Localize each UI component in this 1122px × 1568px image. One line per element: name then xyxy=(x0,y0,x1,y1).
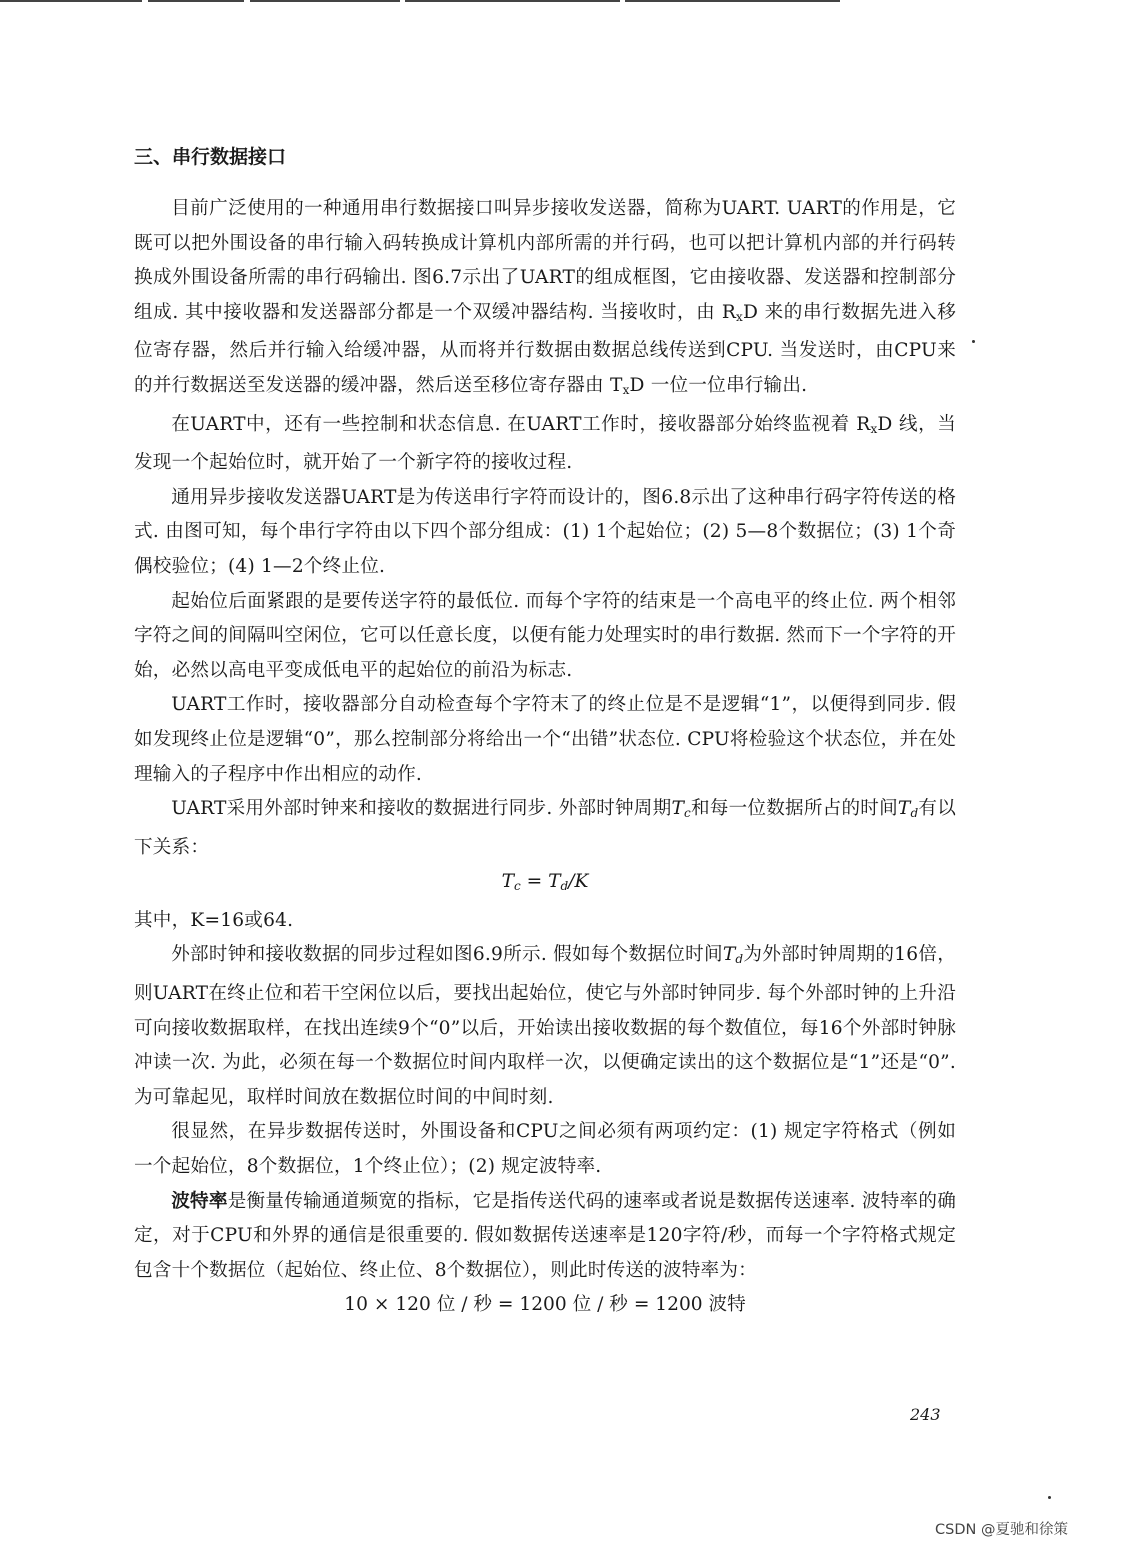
text-span: 有以下关系： xyxy=(134,798,956,858)
document-body xyxy=(134,140,956,1323)
signal-txd: $T_xD$ xyxy=(603,374,651,397)
paragraph-k-values: 其中，K=16或64. xyxy=(134,909,294,931)
text-span: 来的串行数据先进入移位寄存器，然后并行输入给缓冲器，从而将并行数据由数据总线传送到CPU. 当发送时，由CPU来的并行数据送至发送器的缓冲器，然后送至移位寄存器由 xyxy=(134,301,957,396)
symbol-tc: $T_c$ xyxy=(671,798,691,821)
paragraph-clock-sync xyxy=(134,792,956,865)
paragraph-agreements: 很显然，在异步数据传送时，外围设备和CPU之间必须有两项约定：(1) 规定字符格式（例如一个起始位，8个数据位，1个终止位）；(2) 规定波特率. xyxy=(134,1121,956,1178)
watermark: CSDN @夏驰和徐策 xyxy=(935,1522,1068,1538)
paragraph-baud-rate xyxy=(134,1185,956,1289)
scan-edge-line xyxy=(0,0,142,2)
text-span: 是衡量传输通道频宽的指标，它是指传送代码的速率或者说是数据传送速率. 波特率的确定，对于CPU和外界的通信是很重要的. 假如数据传送速率是120字符/秒，而每一个字符格式规定包含十个数据位（起始位、终止位、8个数据位），则此时传送的波特率为： xyxy=(134,1190,956,1281)
scan-edge-line xyxy=(405,0,620,2)
signal-rxd: $R_xD$ xyxy=(715,301,765,324)
formula-baud-calc: 10 × 120 位 / 秒 = 1200 位 / 秒 = 1200 波特 xyxy=(344,1294,746,1316)
scan-speck xyxy=(972,340,975,343)
text-span: 和每一位数据所占的时间 xyxy=(690,798,898,820)
text-span: 一位一位串行输出. xyxy=(650,374,808,396)
term-baud-rate: 波特率 xyxy=(171,1190,228,1212)
text-span: 目前广泛使用的一种通用串行数据接口叫异步接收发送器，简称为UART. UART的作用是，它既可以把外围设备的串行输入码转换成计算机内部所需的并行码，也可以把计算机内部的并行码转换成外围设备所需的串行码输出. 图6.7示出了UART的组成框图，它由接收器、发送器和控制部分组成. 其中接收器和发送器部分都是一个双缓冲器结构. 当接收时，由 xyxy=(134,198,956,323)
page-number: 243 xyxy=(910,1405,941,1424)
scan-edge-line xyxy=(250,0,400,2)
symbol-td: $T_d$ xyxy=(897,798,919,821)
symbol-td: $T_d$ xyxy=(722,944,744,967)
scan-speck xyxy=(1048,1496,1051,1499)
paragraph-sync-process xyxy=(134,938,956,1115)
paragraph-control-status xyxy=(134,408,956,481)
scan-edge-line xyxy=(148,0,244,2)
paragraph-char-format: 通用异步接收发送器UART是为传送串行字符而设计的，图6.8示出了这种串行码字符传送的格式. 由图可知，每个串行字符由以下四个部分组成：(1) 1个起始位；(2) 5—8个数据位；(3) 1个奇偶校验位；(4) 1—2个终止位. xyxy=(134,486,956,577)
paragraph-stop-bit-check: UART工作时，接收器部分自动检查每个字符末了的终止位是不是逻辑“1”，以便得到同步. 假如发现终止位是逻辑“0”，那么控制部分将给出一个“出错”状态位. CPU将检验这个状态位，并在处理输入的子程序中作出相应的动作. xyxy=(134,694,956,785)
section-heading: 三、串行数据接口 xyxy=(134,146,287,168)
text-span: 为外部时钟周期的16倍，则UART在终止位和若干空闲位以后，要找出起始位，使它与外部时钟同步. 每个外部时钟的上升沿可向接收数据取样，在找出连续9个“0”以后，开始读出接收数据的每个数值位，每16个外部时钟脉冲读一次. 为此，必须在每一个数据位时间内取样一次，以便确定读出的这个数据位是“1”还是“0”. 为可靠起见，取样时间放在数据位时间的中间时刻. xyxy=(134,944,956,1108)
text-span: 线，当发现一个起始位时，就开始了一个新字符的接收过程. xyxy=(134,413,957,474)
paragraph-uart-intro xyxy=(134,192,956,408)
text-span: 外部时钟和接收数据的同步过程如图6.9所示. 假如每个数据位时间 xyxy=(171,944,723,966)
text-span: UART采用外部时钟来和接收的数据进行同步. 外部时钟周期 xyxy=(171,798,672,820)
formula-clock-period: $T_c = T_d/K$ xyxy=(501,871,589,894)
paragraph-start-bit: 起始位后面紧跟的是要传送字符的最低位. 而每个字符的结束是一个高电平的终止位. 两个相邻字符之间的间隔叫空闲位，它可以任意长度，以便有能力处理实时的串行数据. 然而下一个字符的开始，必然以高电平变成低电平的起始位的前沿为标志. xyxy=(134,590,956,681)
signal-rxd: $R_xD$ xyxy=(849,413,899,436)
text-span: 在UART中，还有一些控制和状态信息. 在UART工作时，接收器部分始终监视着 xyxy=(171,413,850,435)
scan-edge-line xyxy=(625,0,840,2)
